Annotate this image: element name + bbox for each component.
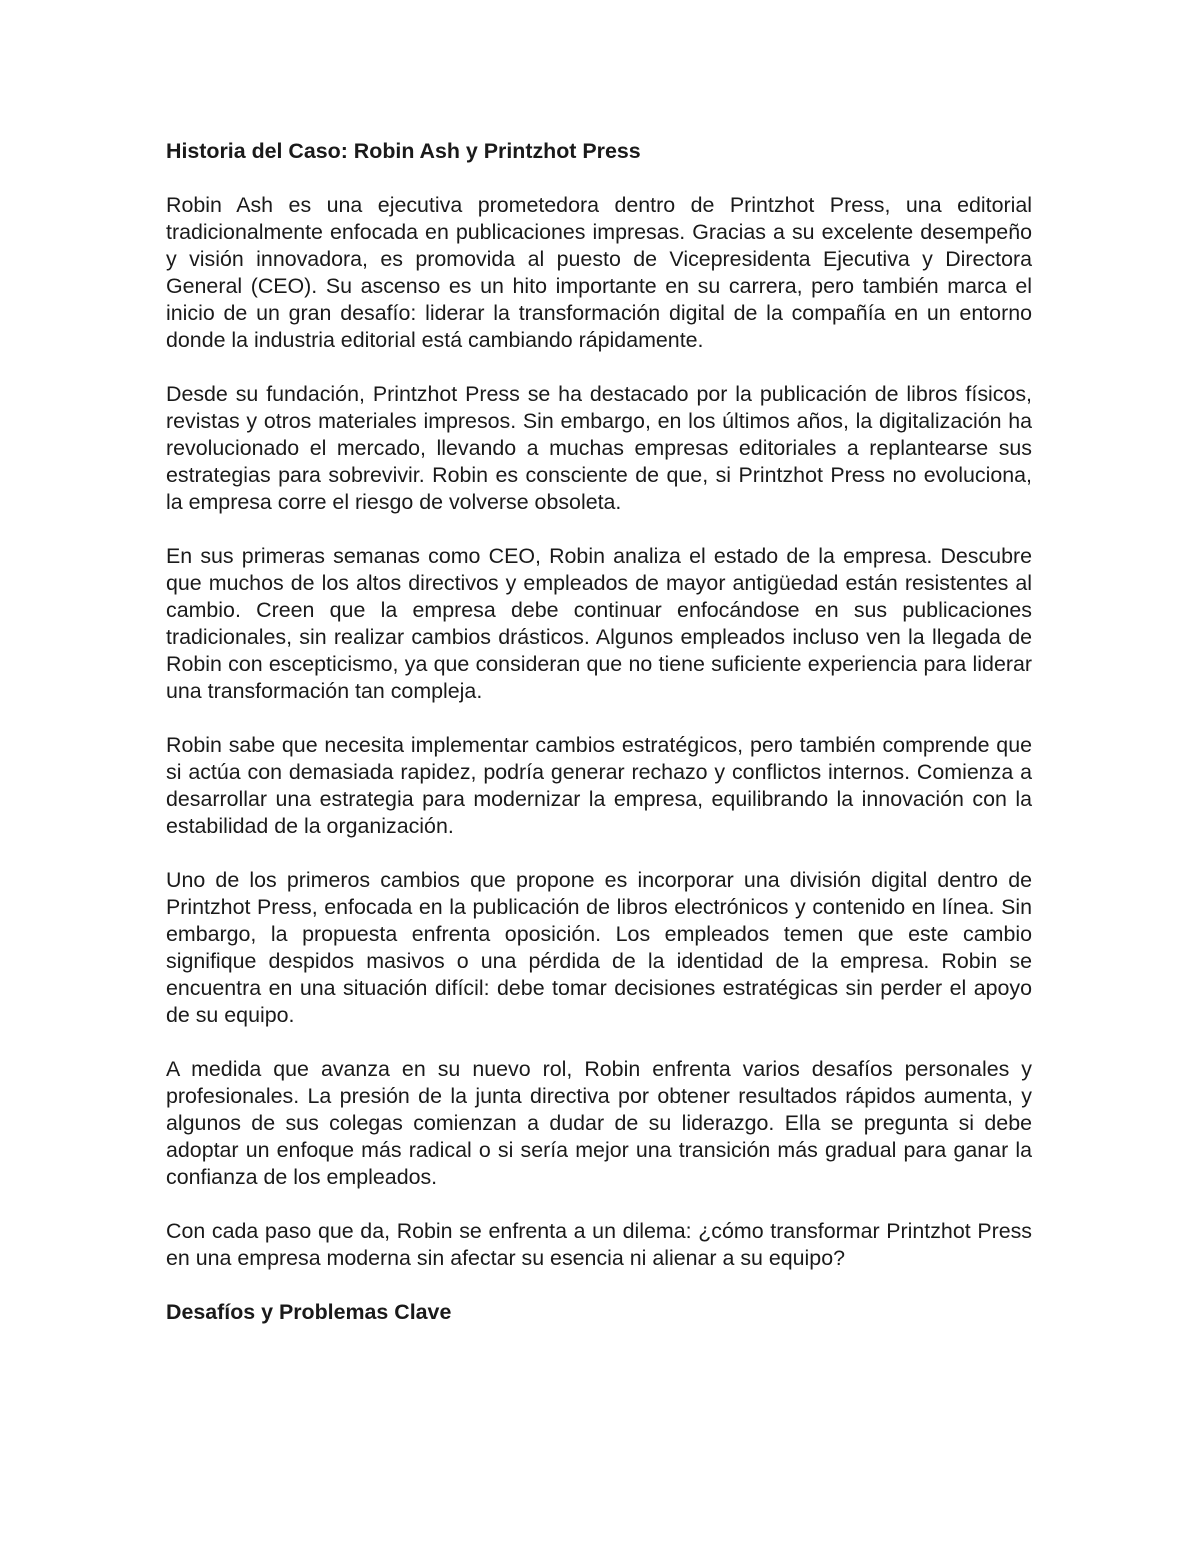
document-title: Historia del Caso: Robin Ash y Printzhot Press: [166, 139, 641, 163]
paragraph-3: En sus primeras semanas como CEO, Robin analiza el estado de la empresa. Descubre que muchos de los altos directivos y empleados de mayor antigüedad están resistentes al cambio. Creen que la empresa debe continuar enfocándose en sus publicaciones tradicionales, sin realizar cambios drásticos. Algunos empleados incluso ven la llegada de Robin con escepticismo, ya que consideran que no tiene suficiente experiencia para liderar una transformación tan compleja.: [166, 544, 1032, 703]
paragraph-1: Robin Ash es una ejecutiva prometedora dentro de Printzhot Press, una editorial tradicionalmente enfocada en publicaciones impresas. Gracias a su excelente desempeño y visión innovadora, es promovida al puesto de Vicepresidenta Ejecutiva y Directora General (CEO). Su ascenso es un hito importante en su carrera, pero también marca el inicio de un gran desafío: liderar la transformación digital de la compañía en un entorno donde la industria editorial está cambiando rápidamente.: [166, 193, 1032, 352]
document-body: [166, 138, 1032, 1353]
paragraph-5: Uno de los primeros cambios que propone es incorporar una división digital dentro de Printzhot Press, enfocada en la publicación de libros electrónicos y contenido en línea. Sin embargo, la propuesta enfrenta oposición. Los empleados temen que este cambio signifique despidos masivos o una pérdida de la identidad de la empresa. Robin se encuentra en una situación difícil: debe tomar decisiones estratégicas sin perder el apoyo de su equipo.: [166, 868, 1032, 1027]
paragraph-7: Con cada paso que da, Robin se enfrenta a un dilema: ¿cómo transformar Printzhot Press en una empresa moderna sin afectar su esencia ni alienar a su equipo?: [166, 1219, 1032, 1270]
paragraph-4: Robin sabe que necesita implementar cambios estratégicos, pero también comprende que si actúa con demasiada rapidez, podría generar rechazo y conflictos internos. Comienza a desarrollar una estrategia para modernizar la empresa, equilibrando la innovación con la estabilidad de la organización.: [166, 733, 1032, 838]
paragraph-2: Desde su fundación, Printzhot Press se ha destacado por la publicación de libros físicos, revistas y otros materiales impresos. Sin embargo, en los últimos años, la digitalización ha revolucionado el mercado, llevando a muchas empresas editoriales a replantearse sus estrategias para sobrevivir. Robin es consciente de que, si Printzhot Press no evoluciona, la empresa corre el riesgo de volverse obsoleta.: [166, 382, 1032, 514]
paragraph-6: A medida que avanza en su nuevo rol, Robin enfrenta varios desafíos personales y profesionales. La presión de la junta directiva por obtener resultados rápidos aumenta, y algunos de sus colegas comienzan a dudar de su liderazgo. Ella se pregunta si debe adoptar un enfoque más radical o si sería mejor una transición más gradual para ganar la confianza de los empleados.: [166, 1057, 1032, 1189]
section-heading: Desafíos y Problemas Clave: [166, 1300, 452, 1324]
